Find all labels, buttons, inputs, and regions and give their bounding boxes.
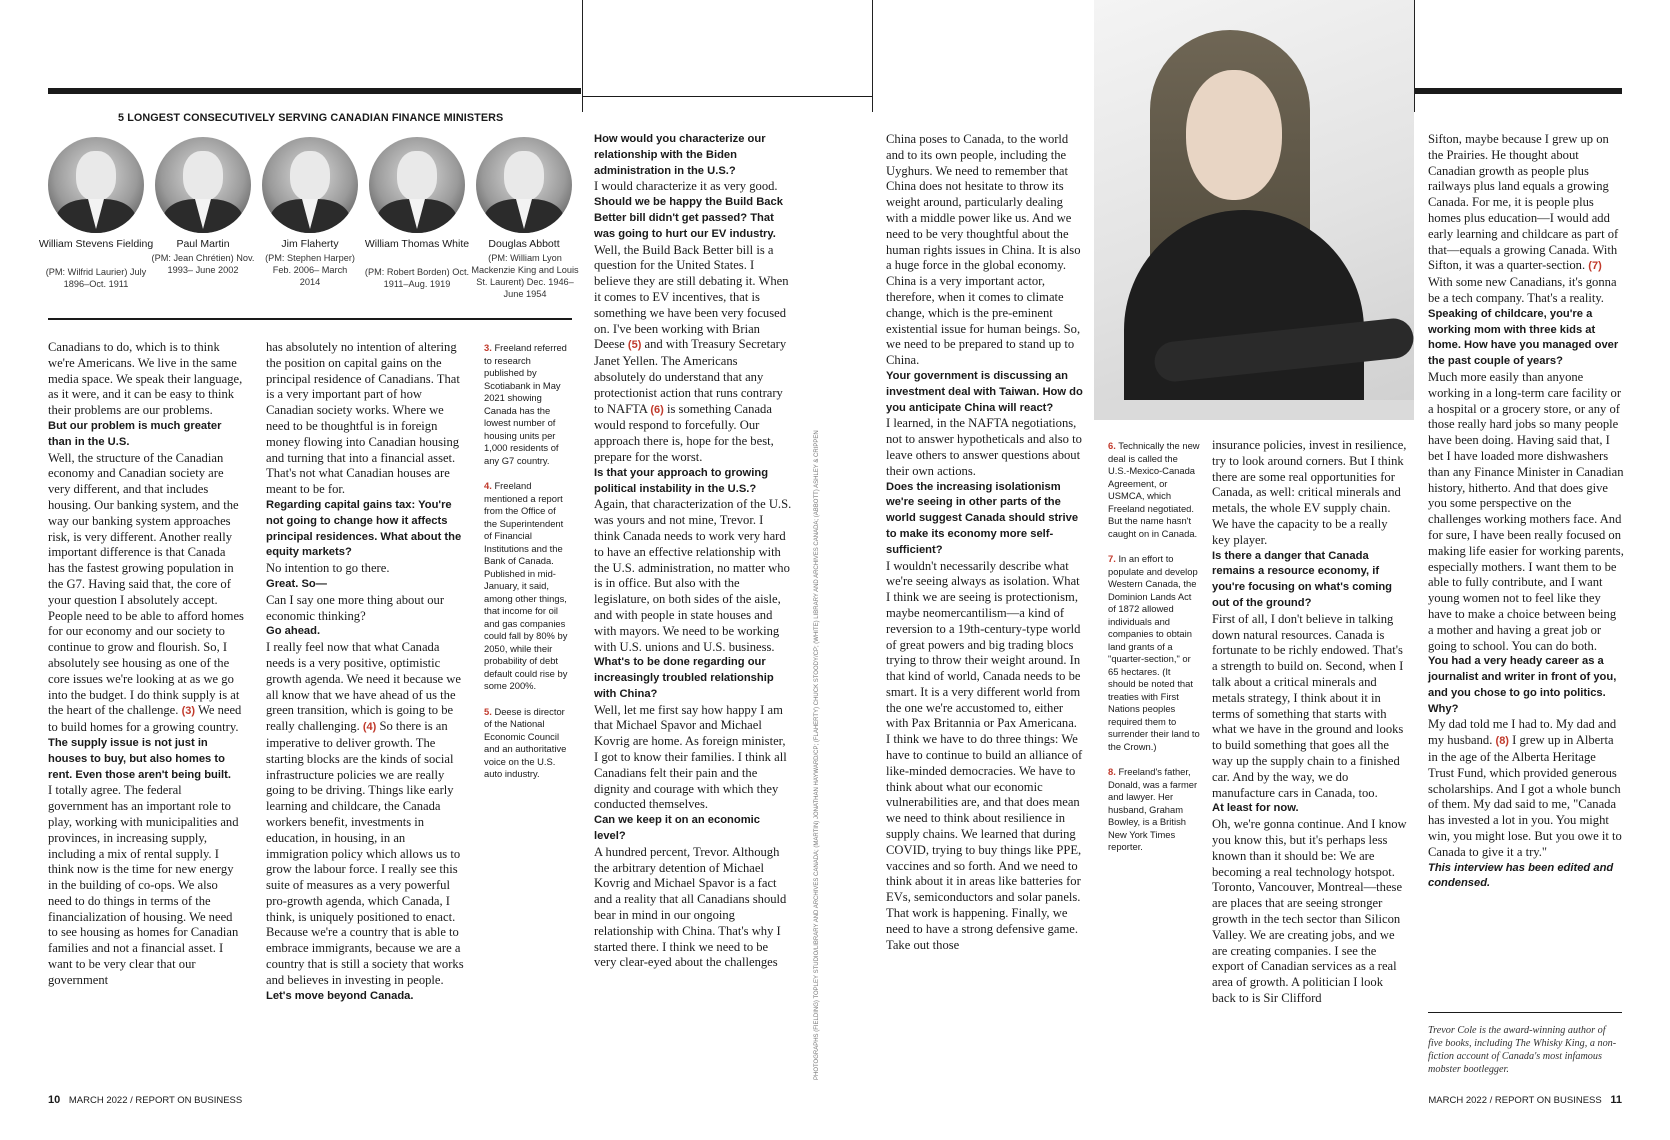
bio-rule (1428, 1012, 1622, 1013)
question-paragraph: But our problem is much greater than in the U.S. (48, 419, 222, 448)
column-divider (872, 0, 873, 112)
footnotes-right (1108, 440, 1200, 867)
page-number: 10 (48, 1094, 61, 1106)
top-rule-left (48, 88, 581, 94)
question-paragraph: Speaking of childcare, you're a working mom with three kids at home. How have you managed over the past couple of years? (1428, 307, 1619, 368)
page-number: 11 (1610, 1094, 1622, 1106)
top-rule-right (1415, 88, 1622, 94)
footnote-marker: (4) (362, 721, 377, 734)
question-paragraph: Is that your approach to growing political instability in the U.S.? (594, 466, 769, 495)
question-paragraph: Should we be happy the Build Back Better bill didn't get passed? That was going to hurt our EV industry. (594, 196, 783, 240)
question-paragraph: You had a very heady career as a journalist and writer in front of you, and you chose to go into politics. Why? (1428, 655, 1617, 715)
minister-details: (PM: Jean Chrétien) Nov. 1993– June 2002 (151, 253, 255, 275)
article-column-2 (266, 340, 466, 1004)
minister-name: Paul Martin (176, 238, 230, 250)
question-paragraph: Let's move beyond Canada. (266, 989, 414, 1002)
minister-name: Jim Flaherty (281, 238, 339, 250)
question-paragraph: At least for now. (1212, 802, 1299, 815)
footnote-marker: (8) (1495, 735, 1509, 748)
minister-portrait (476, 137, 572, 233)
question-paragraph: The supply issue is not just in houses to buy, but also homes to rent. Even those aren't being built. (48, 736, 231, 781)
answer-paragraph: First of all, I don't believe in talking down natural resources. Canada is fortunate to be richly endowed. That's a strength to build on. Second, when I talk about a critical minerals and metals strategy, I think about it in terms of something that starts with what we have in the ground and looks to build something that goes all the way up the supply chain to a finished car. And by the way, we do manufacture cars in Canada, too. (1212, 611, 1404, 800)
answer-paragraph: Much more easily than anyone working in a long-term care facility or a hospital or a grocery store, or any of those really hard jobs so many people have been doing. Having said that, I bet I have loaded more dishwashers than any Finance Minister in Canadian history, hitherto. And that does give you some perspective on the challenges working mothers face. And for sure, I have been really focused on making life easier for working parents, especially mothers. I want them to be able to fully contribute, and I want young women not to feel like they have to make a choice between being a mother and having a great job or going to school. You can do both. (1428, 369, 1624, 653)
footnote: 3. Freeland referred to research published by Scotiabank in May 2021 showing Canada has the lowest number of housing units per 1,000 residents of any G7 country. (484, 342, 567, 466)
footnote: 6. Technically the new deal is called the U.S.-Mexico-Canada Agreement, or USMCA, which Freeland negotiated. But the name hasn't caught on in Canada. (1108, 440, 1200, 539)
footer-publication: MARCH 2022 / REPORT ON BUSINESS (68, 1095, 243, 1106)
footnote-marker: (6) (650, 403, 664, 416)
question-paragraph: Great. So— (266, 577, 327, 590)
answer-paragraph: My dad told me I had to. My dad and my husband. (8) I grew up in Alberta in the age of the Alberta Heritage Trust Fund, which provided generous scholarships. And I got a whole bunch of them. My dad said to me, "Canada has invested a lot in you. You might win, you might lose. But you owe it to Canada to give it a try." (1428, 717, 1622, 859)
freeland-portrait-photo (1094, 0, 1414, 420)
answer-paragraph: Well, the structure of the Canadian economy and Canadian society are very different, and that includes housing. Our banking system, and the way our banking system approaches risk, is very different. Another really important difference is that Canada has the fastest growing population in the G7. Having said that, the core of your question I absolutely accept. People need to be able to afford homes for our economy and our society to continue to grow and flourish. So, I absolutely see housing as one of the core issues we're looking at as we go into the budget. I do think supply is at the heart of the challenge. (3) We need to build homes for a growing country. (48, 450, 244, 735)
answer-paragraph: I learned, in the NAFTA negotiations, not to answer hypotheticals and also to leave others to answer questions about their own actions. (886, 416, 1082, 478)
thin-rule (582, 96, 872, 97)
minister-name: William Stevens Fielding (38, 238, 154, 250)
footnote: 8. Freeland's father, Donald, was a farmer and lawyer. Her husband, Graham Bowley, is a British New York Times reporter. (1108, 766, 1198, 852)
footnote-marker: (3) (181, 705, 196, 718)
minister-name: Douglas Abbott (488, 238, 560, 250)
answer-paragraph: I would characterize it as very good. (594, 179, 778, 194)
answer-paragraph: Well, let me first say how happy I am that Michael Spavor and Michael Kovrig are home. As foreign minister, I got to know their families. I think all Canadians felt their pain and the dignity and courage with which they conducted themselves. (594, 702, 787, 812)
editor-note: This interview has been edited and condensed. (1428, 861, 1614, 890)
answer-paragraph: I totally agree. The federal government has an important role to play, working with municipalities and provinces, in increasing supply, including a mix of rental supply. I think now is the time for new energy in the building of co-ops. We also need to do things in terms of the financialization of housing. We need to see housing as homes for Canadian families and not a financial asset. I want to be very clear that our government (48, 783, 239, 987)
minister-portrait (48, 137, 144, 233)
footnote-marker: (5) (627, 339, 642, 352)
footnotes-left (484, 342, 570, 794)
answer-paragraph: Can I say one more thing about our economic thinking? (266, 592, 445, 623)
minister-details: (PM: Robert Borden) Oct. 1911–Aug. 1919 (364, 267, 470, 289)
column-divider (1414, 0, 1415, 112)
footnote: 4. Freeland mentioned a report from the Office of the Superintendent of Financial Institutions and the Bank of Canada. Published in mid-January, it said, among other things, that income for oil and gas companies could fall by 80% by 2050, while their probability of debt default could rise by some 200%. (484, 480, 568, 691)
sidebar-bottom-rule (48, 318, 572, 320)
article-column-6 (1428, 132, 1624, 892)
question-paragraph: Your government is discussing an investment deal with Taiwan. How do you anticipate China will react? (886, 369, 1083, 414)
question-paragraph: What's to be done regarding our increasingly troubled relationship with China? (594, 656, 774, 700)
question-paragraph: Can we keep it on an economic level? (594, 814, 760, 843)
footnote: 5. Deese is director of the National Economic Council and an authoritative voice on the U.S. auto industry. (484, 705, 567, 779)
article-column-4 (886, 132, 1084, 953)
minister-name: William Thomas White (364, 238, 470, 250)
minister-portrait (155, 137, 251, 233)
minister-portrait (262, 137, 358, 233)
answer-paragraph: Again, that characterization of the U.S. was yours and not mine, Trevor. I think Canada needs to work very hard to have an effective relationship with the U.S. administration, no matter who is in office. But also with the legislature, on both sides of the aisle, and with people in state houses and with mayors. We need to be working with U.S. unions and U.S. business. (594, 497, 792, 654)
author-bio: Trevor Cole is the award-winning author of five books, including The Whisky King, a non-fiction account of Canada's most infamous mobster bootlegger. (1428, 1025, 1617, 1075)
sidebar-title: 5 LONGEST CONSECUTIVELY SERVING CANADIAN FINANCE MINISTERS (118, 112, 504, 124)
answer-paragraph: I wouldn't necessarily describe what we're seeing always as isolation. What I think we are seeing is protectionism, maybe neomercantilism—a kind of reversion to a 19th-century-type world of great powers and big trading blocs trying to throw their weight around. In that kind of world, Canada needs to be smart. It is a very different world from the one we're accustomed to, either with Pax Britannia or Pax Americana. I think we have to do three things: We have to continue to build an alliance of like-minded democracies. We have to think about what our economic vulnerabilities are, and that does mean we need to think about resilience in supply chains. We learned that during COVID, trying to buy things like PPE, vaccines and so forth. And we need to think about it in areas like batteries for EVs, semiconductors and solar panels. That work is happening. Finally, we need to have a strong defensive game. Take out those (886, 558, 1083, 952)
article-column-3 (594, 132, 792, 971)
answer-paragraph: Sifton, maybe because I grew up on the Prairies. He thought about Canadian growth as people plus railways plus land equals a growing Canada. For me, it is people plus homes plus education—I would add early learning and childcare as part of that—equals a growing Canada. With Sifton, it was a quarter-section. (7) With some new Canadians, it's gonna be a tech company. That's a reality. (1428, 132, 1619, 305)
answer-paragraph: Well, the Build Back Better bill is a question for the United States. I believe they are still debating it. When it comes to EV incentives, that is something we have been very focused on. I've been working with Brian Deese (5) and with Treasury Secretary Janet Yellen. The Americans absolutely do understand that any protectionist action that runs contrary to NAFTA (6) is something Canada would respond to forcefully. Our approach there is, hope for the best, prepare for the worst. (594, 242, 789, 464)
question-paragraph: Regarding capital gains tax: You're not going to change how it affects principal residences. What about the equity markets? (266, 498, 462, 559)
footnote: 7. In an effort to populate and develop Western Canada, the Dominion Lands Act of 1872 allowed individuals and companies to obtain land grants of a "quarter-section," or 65 hectares. (It should be noted that treaties with First Nations peoples required them to surrender their land to the Crown.) (1108, 553, 1200, 752)
article-column-5 (1212, 438, 1408, 1007)
question-paragraph: How would you characterize our relationship with the Biden administration in the U.S.? (594, 133, 766, 177)
answer-paragraph: China poses to Canada, to the world and to its own people, including the Uyghurs. We need to remember that China does not hesitate to throw its weight around, particularly dealing with a middle power like us. And we need to be very thoughtful about the human rights issues in China. It is also a huge force in the global economy. China is a very important actor, therefore, when it comes to climate change, which is the pre-eminent existential issue for human beings. So, we need to be prepared to stand up to China. (886, 132, 1081, 368)
question-paragraph: Is there a danger that Canada remains a resource economy, if you're focusing on what's coming out of the ground? (1212, 549, 1392, 609)
footer-left (48, 1094, 242, 1106)
footer-publication: MARCH 2022 / REPORT ON BUSINESS (1428, 1095, 1602, 1106)
answer-paragraph: A hundred percent, Trevor. Although the arbitrary detention of Michael Kovrig and Michael Spavor is a fact and a reality that all Canadians should bear in mind in our ongoing relationship with China. That's why I started there. I think we need to be very clear-eyed about the challenges (594, 844, 787, 970)
question-paragraph: Go ahead. (266, 625, 321, 638)
minister-portrait (369, 137, 465, 233)
footnote-marker: (7) (1588, 260, 1602, 273)
footer-right (1418, 1094, 1622, 1106)
answer-paragraph: I really feel now that what Canada needs is a very positive, optimistic growth agenda. We need it because we all know that we have ahead of us the green transition, which is going to be really challenging. (4) So there is an imperative to deliver growth. The starting blocks are the kinds of social infrastructure policies we are really going to be driving. Things like early learning and childcare, the Canada workers benefit, investments in education, in housing, in an immigration policy which allows us to grow the labour force. I really see this suite of measures as a very powerful pro-growth agenda, which Canada, I think, is uniquely positioned to enact. Because we're a country that is able to embrace immigrants, because we are a country that is still a society that works and believes in investing in people. (266, 640, 464, 987)
minister-details: (PM: Wilfrid Laurier) July 1896–Oct. 1911 (45, 267, 147, 289)
answer-paragraph: insurance policies, invest in resilience, try to look around corners. But I think there are some real opportunities for Canada, as well: critical minerals and metals, the whole EV supply chain. We have the capacity to be a really key player. (1212, 438, 1407, 547)
question-paragraph: Does the increasing isolationism we're seeing in other parts of the world suggest Canada should strive to make its economy more self-sufficient? (886, 480, 1079, 556)
photo-credit: PHOTOGRAPHS (FIELDING) TOPLEY STUDIO/LIBRARY AND ARCHIVES CANADA; (MARTIN) JONATHAN HAYWARD/CP; (FLAHERTY) CHUCK STOODY/CP; (WHITE) LIBRARY AND ARCHIVES CANADA; (ABBOTT) ASHLEY & CRIPPEN (814, 430, 820, 1080)
minister-details: (PM: Stephen Harper) Feb. 2006– March 2014 (265, 253, 355, 287)
answer-paragraph: Canadians to do, which is to think we're Americans. We live in the same media space. We speak their language, as it were, and it can be easy to think their problems are our problems. (48, 340, 243, 418)
answer-paragraph: No intention to go there. (266, 561, 390, 576)
answer-paragraph: has absolutely no intention of altering the position on capital gains on the principal residence of Canadians. That is a very important part of how Canadian society works. Where we need to be thoughtful is in foreign money flowing into Canadian housing and turning that into a financial asset. That's not what Canadian houses are meant to be for. (266, 340, 460, 497)
minister-details: (PM: William Lyon Mackenzie King and Louis St. Laurent) Dec. 1946–June 1954 (471, 253, 579, 299)
answer-paragraph: Oh, we're gonna continue. And I know you know this, but it's perhaps less known than it should be: We are becoming a real technology hotspot. Toronto, Vancouver, Montreal—these are places that are seeing stronger growth in the tech sector than Silicon Valley. We are creating jobs, and we are creating companies. I see the export of Canadian services as a real area of growth. A politician I look back to is Sir Clifford (1212, 817, 1407, 1005)
article-column-1 (48, 340, 244, 989)
